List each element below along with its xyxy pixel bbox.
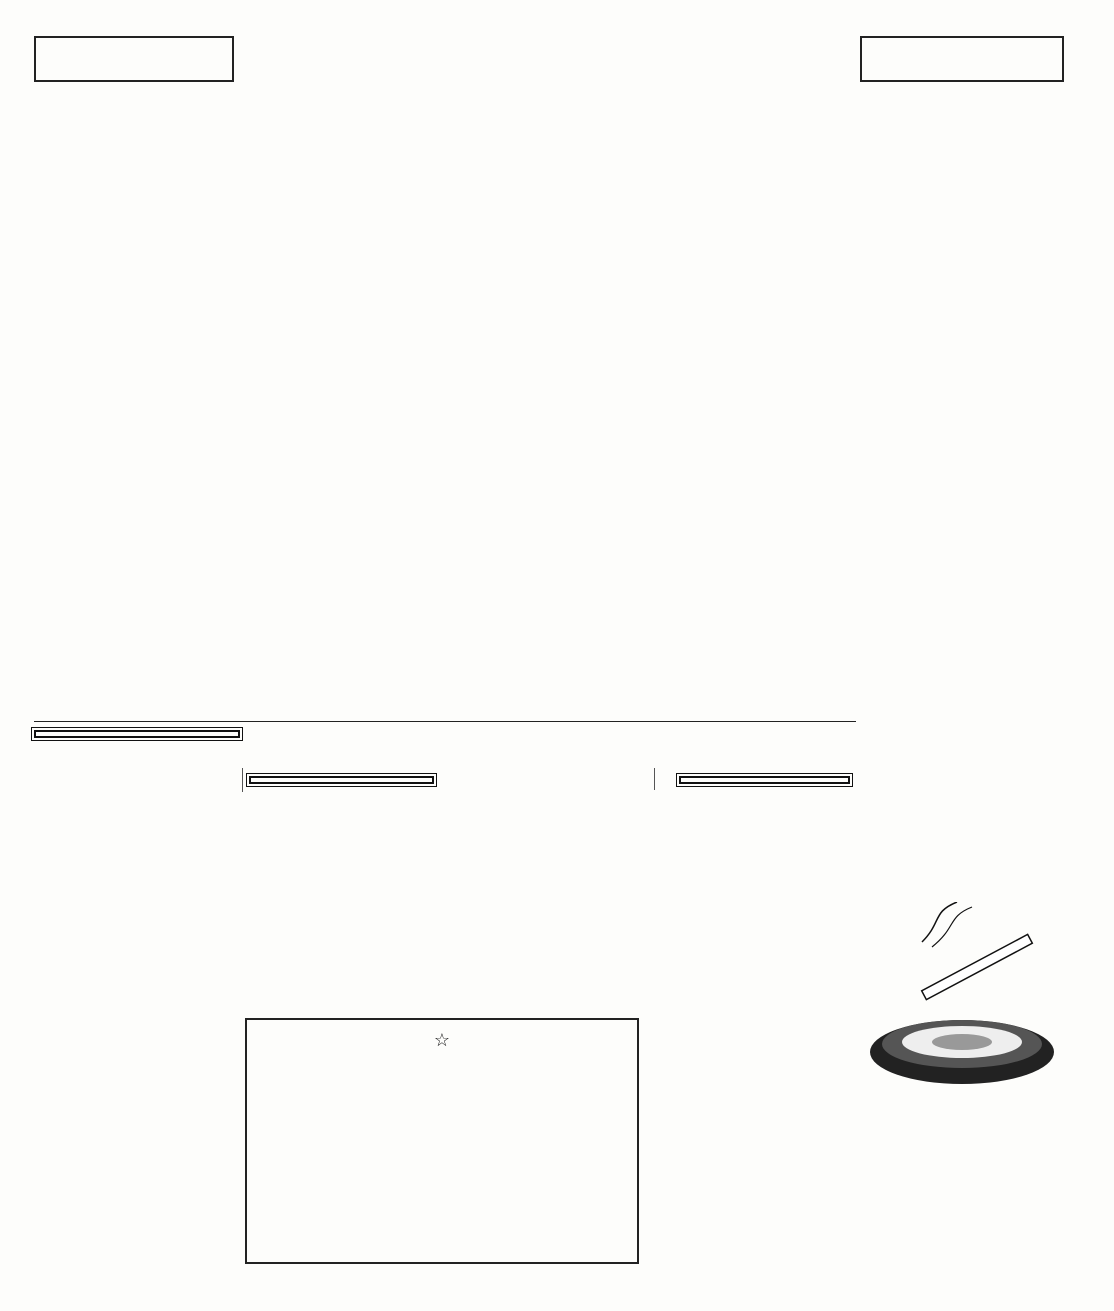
composer-bach [620, 907, 624, 925]
station-4yz-header [679, 776, 850, 784]
station-4ya-column [34, 726, 240, 746]
de-reszke-advertisement [862, 880, 1062, 1260]
star-icon: ☆ [433, 1030, 451, 1050]
section-divider [34, 721, 856, 722]
sports-summaries-box-right [860, 36, 1064, 82]
station-4ya-continued [242, 768, 442, 792]
ashtray-cigarette-illustration [862, 902, 1062, 1122]
station-4ya-header [34, 730, 240, 738]
composer-mozart [814, 798, 818, 816]
composer-tchaikovski [792, 859, 796, 877]
station-4yc-continued-2 [654, 768, 856, 790]
sports-summaries-box-left [34, 36, 234, 82]
composer-handel [560, 857, 564, 875]
broadcasts-to-schools-box [245, 1018, 639, 1264]
station-4yc-header [249, 776, 434, 784]
